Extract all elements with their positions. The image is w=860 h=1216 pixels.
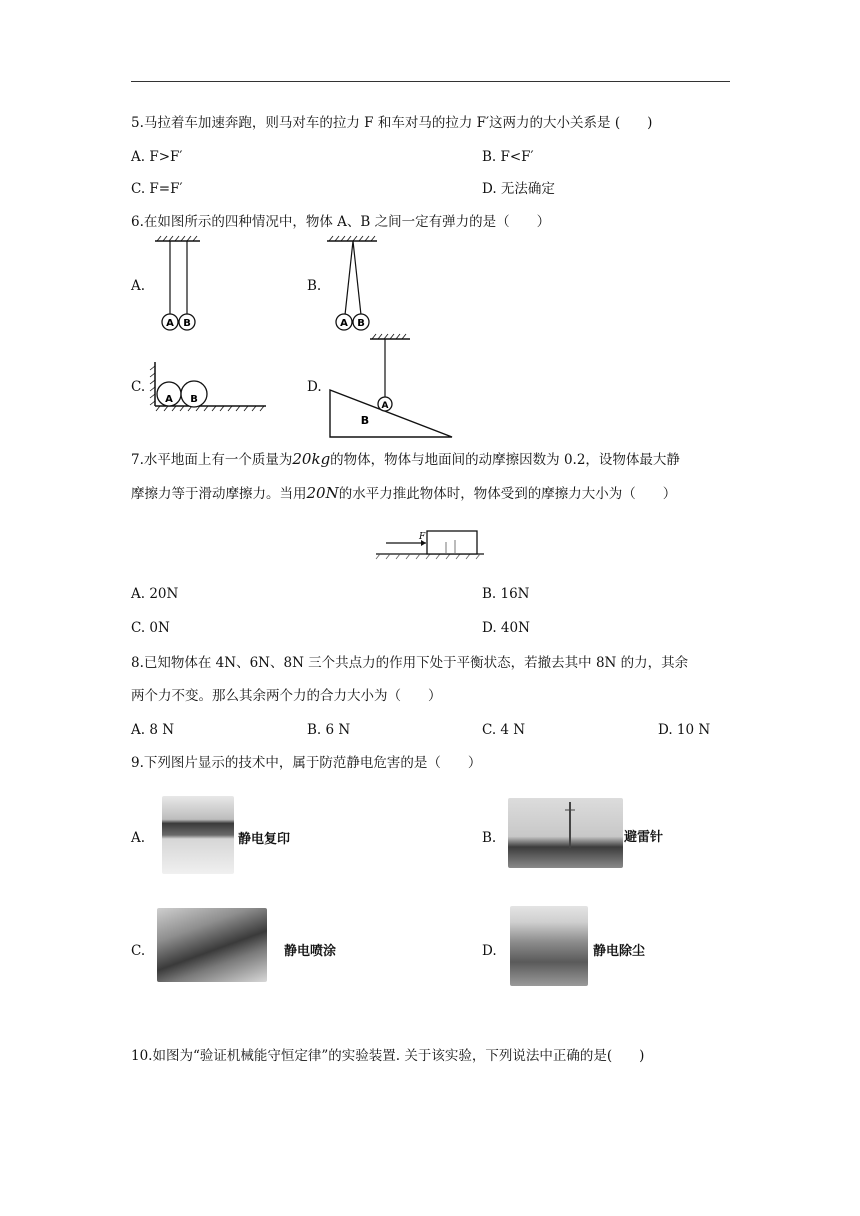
q8-option-d: D. 10 N	[658, 722, 711, 738]
lightning-rod-mast	[560, 800, 580, 850]
spray-painting-photo	[157, 908, 267, 982]
q6-label-a: A.	[131, 278, 146, 294]
q6-figure-d	[325, 335, 460, 440]
q8-option-b: B. 6 N	[307, 722, 351, 738]
q8-line1: 8.已知物体在 4N、6N、8N 三个共点力的作用下处于平衡状态，若撤去其中 8N 的力，其余	[131, 655, 689, 671]
q6a-ball-b-label: B	[183, 318, 191, 329]
q7-option-d-text: D. 40N	[482, 620, 530, 636]
q8-option-a: A. 8 N	[131, 722, 175, 738]
q6b-ball-a-label: A	[340, 318, 348, 329]
q7-option-d	[482, 619, 530, 637]
q9-stem: 9.下列图片显示的技术中，属于防范静电危害的是（ ）	[131, 755, 482, 771]
q5-option-a: A. F>F′	[131, 149, 183, 165]
q6c-ball-b-label: B	[190, 394, 198, 405]
q6-stem: 6.在如图所示的四种情况中，物体 A、B 之间一定有弹力的是（ ）	[131, 214, 551, 230]
q9-label-a: A.	[131, 830, 146, 846]
q6-label-c: C.	[131, 379, 146, 395]
q7-mass: 20kg	[292, 450, 331, 468]
q7-figure	[376, 528, 486, 560]
q6-figure-a	[150, 238, 210, 333]
q6-label-b: B.	[307, 278, 322, 294]
q7-force-label: F	[419, 532, 426, 542]
q5-option-c: C. F=F′	[131, 181, 183, 197]
q9-caption-b: 避雷针	[624, 830, 664, 845]
q9-caption-c: 静电喷涂	[284, 944, 337, 959]
q7-option-a	[131, 585, 178, 603]
q6a-ball-a-label: A	[166, 318, 174, 329]
q7-line1	[131, 450, 680, 469]
copier-photo	[162, 796, 234, 874]
q6c-ball-a-label: A	[165, 394, 173, 405]
q8-line2: 两个力不变。那么其余两个力的合力大小为（ ）	[131, 688, 442, 704]
q5-stem: 5.马拉着车加速奔跑，则马对车的拉力 F 和车对马的拉力 F′这两力的大小关系是 ( )	[131, 115, 653, 131]
q7-option-b	[482, 585, 530, 603]
q9-label-b: B.	[482, 830, 497, 846]
q9-label-d: D.	[482, 943, 497, 959]
q7-line2	[131, 484, 676, 503]
q7-option-c	[131, 619, 170, 637]
q7-force: 20N	[306, 484, 339, 502]
q7-option-c-text: C. 0N	[131, 620, 170, 636]
q9-caption-d: 静电除尘	[593, 944, 646, 959]
q7-line1-post: 的物体，物体与地面间的动摩擦因数为 0.2，设物体最大静	[330, 452, 680, 468]
q5-option-b: B. F<F′	[482, 149, 534, 165]
q8-option-c: C. 4 N	[482, 722, 526, 738]
q5-option-d: D. 无法确定	[482, 181, 555, 197]
q7-line1-pre: 7.水平地面上有一个质量为	[131, 452, 293, 468]
dust-collector-photo	[510, 906, 588, 986]
q6-label-d: D.	[307, 379, 322, 395]
q7-option-a-text: A. 20N	[131, 586, 179, 602]
q9-caption-a: 静电复印	[238, 832, 291, 847]
q10-stem: 10.如图为“验证机械能守恒定律”的实验装置. 关于该实验，下列说法中正确的是( )	[131, 1048, 645, 1064]
q6-figure-c	[150, 360, 270, 412]
q7-line2-post: 的水平力推此物体时，物体受到的摩擦力大小为（ ）	[338, 486, 677, 502]
q6d-wedge-label: B	[360, 414, 370, 427]
q6d-ball-a-label: A	[381, 401, 389, 411]
q7-option-b-text: B. 16N	[482, 586, 530, 602]
q6b-ball-b-label: B	[357, 318, 365, 329]
q6-figure-b	[325, 238, 385, 333]
q9-label-c: C.	[131, 943, 146, 959]
q7-line2-pre: 摩擦力等于滑动摩擦力。当用	[131, 486, 307, 502]
header-rule	[131, 81, 730, 82]
